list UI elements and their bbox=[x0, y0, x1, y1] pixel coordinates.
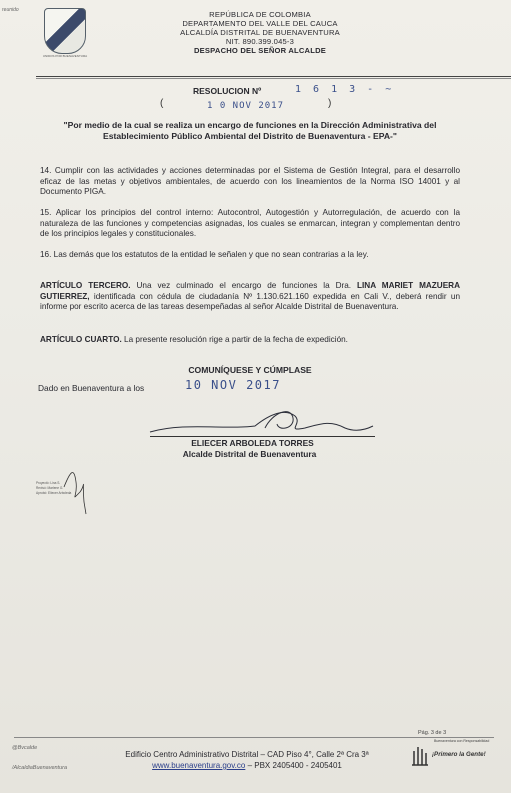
signature-line bbox=[150, 436, 375, 437]
initials-line-2: Revisó: Marlene G. bbox=[36, 486, 64, 490]
initials-line-3: Aprobó: Eliecer Arboleda bbox=[36, 491, 72, 495]
social-twitter: @Bvcalde bbox=[12, 745, 38, 751]
resolution-title: "Por medio de la cual se realiza un encargo de funciones en la Dirección Administrativa del Establecimiento Público Ambiental del Distrito de Buenaventura - EPA-" bbox=[63, 120, 437, 141]
signer-title: Alcalde Distrital de Buenaventura bbox=[182, 449, 317, 459]
page-number: Pág. 3 de 3 bbox=[418, 730, 447, 736]
signer-name: ELIECER ARBOLEDA TORRES bbox=[191, 438, 314, 448]
resolution-label: RESOLUCION Nº bbox=[193, 86, 262, 96]
header-line-1: REPÚBLICA DE COLOMBIA bbox=[209, 10, 311, 19]
item-15: 15. Aplicar los principios del control interno: Autocontrol, Autogestión y Autorregulación, de acuerdo con la naturaleza de las funciones y competencias asignadas, los cuales se enmarcan, integran y complementan dentro de los principios legales y constitucionales. bbox=[40, 208, 460, 238]
paren-close: ) bbox=[328, 98, 332, 109]
article-cuarto bbox=[40, 335, 460, 346]
resolution-date: 1 0 NOV 2017 bbox=[207, 101, 285, 111]
logo-slogan: ¡Primero la Gente! bbox=[432, 751, 486, 758]
item-16: 16. Las demás que los estatutos de la entidad le señalen y que no sean contrarias a la ley. bbox=[40, 250, 369, 259]
article-3-text-a: Una vez culminado el encargo de funciones la Dra. bbox=[136, 281, 352, 290]
footer-contact bbox=[92, 760, 402, 771]
article-4-text: La presente resolución rige a partir de la fecha de expedición. bbox=[124, 335, 348, 344]
corner-note: reunido bbox=[2, 7, 19, 13]
social-facebook: /AlcaldiaBuenaventura bbox=[12, 765, 68, 771]
coat-of-arms-logo bbox=[44, 8, 86, 54]
header-rule-thin bbox=[36, 78, 511, 79]
footer-website-link[interactable]: www.buenaventura.gov.co bbox=[152, 761, 246, 770]
article-tercero bbox=[40, 281, 460, 313]
header-rule bbox=[36, 76, 511, 77]
article-3-text-b: identificada con cédula de ciudadanía Nº 1.130.621.160 expedida en Cali V., deberá rendir un informe por escrito acerca de las tareas desempeñadas al señor Alcalde Distrital de Buenaventura. bbox=[40, 291, 460, 311]
article-3-heading: ARTÍCULO TERCERO. bbox=[40, 281, 131, 290]
header-line-4: NIT. 890.399.045-3 bbox=[225, 37, 295, 46]
logo-small-text: Buenaventura con Responsabilidad bbox=[434, 739, 490, 743]
hand-icon bbox=[408, 741, 430, 767]
header-line-3: ALCALDÍA DISTRITAL DE BUENAVENTURA bbox=[180, 28, 340, 37]
closing-line: COMUNÍQUESE Y CÚMPLASE bbox=[188, 365, 312, 375]
resolution-number: 1 6 1 3 - ~ bbox=[295, 84, 395, 95]
dado-date: 10 NOV 2017 bbox=[185, 378, 281, 392]
footer-phone: – PBX 2405400 - 2405401 bbox=[247, 761, 342, 770]
header-line-5: DESPACHO DEL SEÑOR ALCALDE bbox=[193, 46, 327, 55]
initials-line-1: Proyectó: Lina S. bbox=[36, 481, 61, 485]
dado-text: Dado en Buenaventura a los bbox=[38, 383, 145, 393]
item-14: 14. Cumplir con las actividades y acciones determinadas por el Sistema de Gestión Integral, para el desarrollo eficaz de las metas y objetivos ambientales, de acuerdo con los lineamientos de la Norma ISO 14001 y al Documento PIGA. bbox=[40, 166, 460, 196]
crest-caption: UNIDOS POR BUENAVENTURA bbox=[42, 54, 88, 58]
paren-open: ( bbox=[160, 98, 164, 109]
article-4-heading: ARTÍCULO CUARTO. bbox=[40, 335, 122, 344]
footer-address: Edificio Centro Administrativo Distrital – CAD Piso 4°, Calle 2ª Cra 3ª bbox=[125, 750, 369, 759]
header-line-2: DEPARTAMENTO DEL VALLE DEL CAUCA bbox=[182, 19, 338, 28]
article-3-name: LINA MARIET MAZUERA GUTIERREZ, bbox=[40, 281, 461, 301]
footer-slogan-logo bbox=[408, 737, 493, 769]
